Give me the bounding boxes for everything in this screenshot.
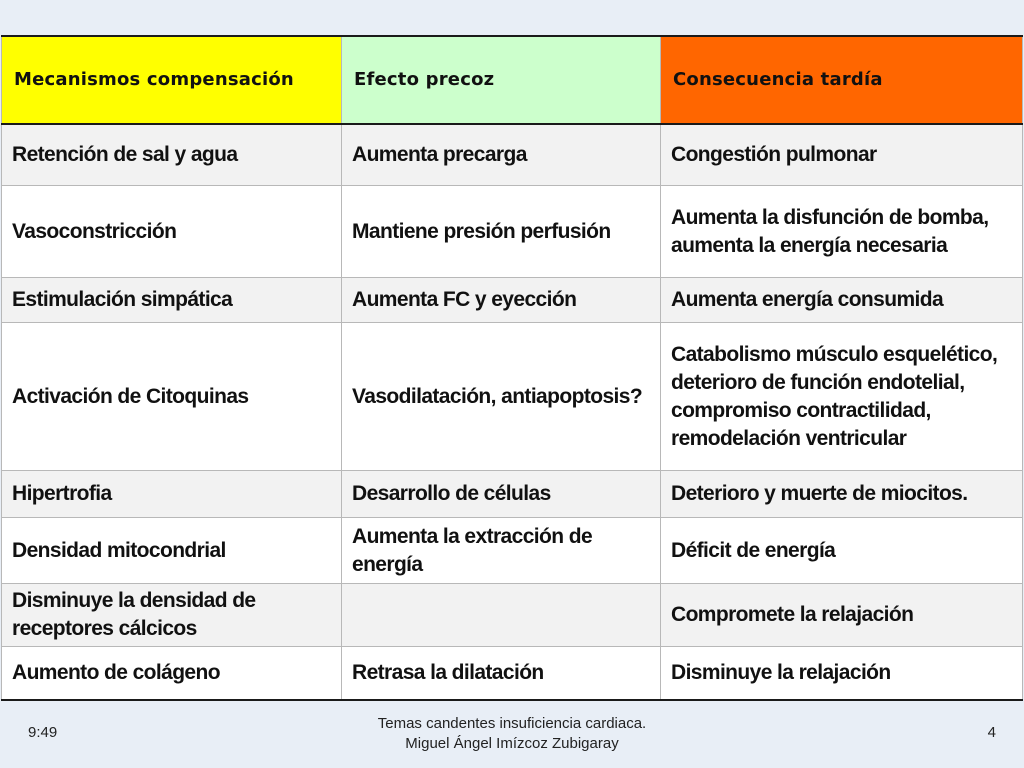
table-row <box>2 647 1023 701</box>
cell-late-consequence: Catabolismo músculo esquelético, deterioro de función endotelial, compromiso contractilidad, remodelación ventricular <box>661 323 1023 471</box>
cell-late-consequence: Compromete la relajación <box>661 584 1023 647</box>
table-row <box>2 584 1023 647</box>
cell-mechanism: Vasoconstricción <box>2 186 342 278</box>
cell-mechanism: Estimulación simpática <box>2 278 342 323</box>
table-row <box>2 186 1023 278</box>
cell-mechanism: Retención de sal y agua <box>2 124 342 186</box>
footer-title-line2: Miguel Ángel Imízcoz Zubigaray <box>405 735 619 752</box>
cell-late-consequence: Aumenta la disfunción de bomba, aumenta la energía necesaria <box>661 186 1023 278</box>
table-row <box>2 278 1023 323</box>
footer-title-line1: Temas candentes insuficiencia cardiaca. <box>377 715 647 732</box>
cell-mechanism: Hipertrofia <box>2 471 342 518</box>
table-row <box>2 124 1023 186</box>
cell-late-consequence: Aumenta energía consumida <box>661 278 1023 323</box>
cell-late-consequence: Congestión pulmonar <box>661 124 1023 186</box>
footer-page-number: 4 <box>987 724 996 741</box>
cell-late-consequence: Deterioro y muerte de miocitos. <box>661 471 1023 518</box>
header-early-effect: Efecto precoz <box>342 36 661 124</box>
cell-early-effect: Mantiene presión perfusión <box>342 186 661 278</box>
cell-mechanism: Disminuye la densidad de receptores cálcicos <box>2 584 342 647</box>
cell-early-effect: Retrasa la dilatación <box>342 647 661 701</box>
cell-early-effect: Aumenta FC y eyección <box>342 278 661 323</box>
table-row <box>2 471 1023 518</box>
table-header-row <box>2 36 1023 124</box>
cell-late-consequence: Déficit de energía <box>661 518 1023 584</box>
cell-early-effect: Vasodilatación, antiapoptosis? <box>342 323 661 471</box>
cell-early-effect: Desarrollo de células <box>342 471 661 518</box>
cell-early-effect: Aumenta precarga <box>342 124 661 186</box>
cell-mechanism: Densidad mitocondrial <box>2 518 342 584</box>
footer-title <box>312 714 712 754</box>
footer-date: 9:49 <box>28 724 58 741</box>
cell-early-effect <box>342 584 661 647</box>
table-row <box>2 518 1023 584</box>
cell-mechanism: Activación de Citoquinas <box>2 323 342 471</box>
compensation-mechanisms-table <box>1 35 1023 701</box>
cell-mechanism: Aumento de colágeno <box>2 647 342 701</box>
cell-late-consequence: Disminuye la relajación <box>661 647 1023 701</box>
header-late-consequence: Consecuencia tardía <box>661 36 1023 124</box>
cell-early-effect: Aumenta la extracción de energía <box>342 518 661 584</box>
header-mechanisms: Mecanismos compensación <box>2 36 342 124</box>
table-row <box>2 323 1023 471</box>
